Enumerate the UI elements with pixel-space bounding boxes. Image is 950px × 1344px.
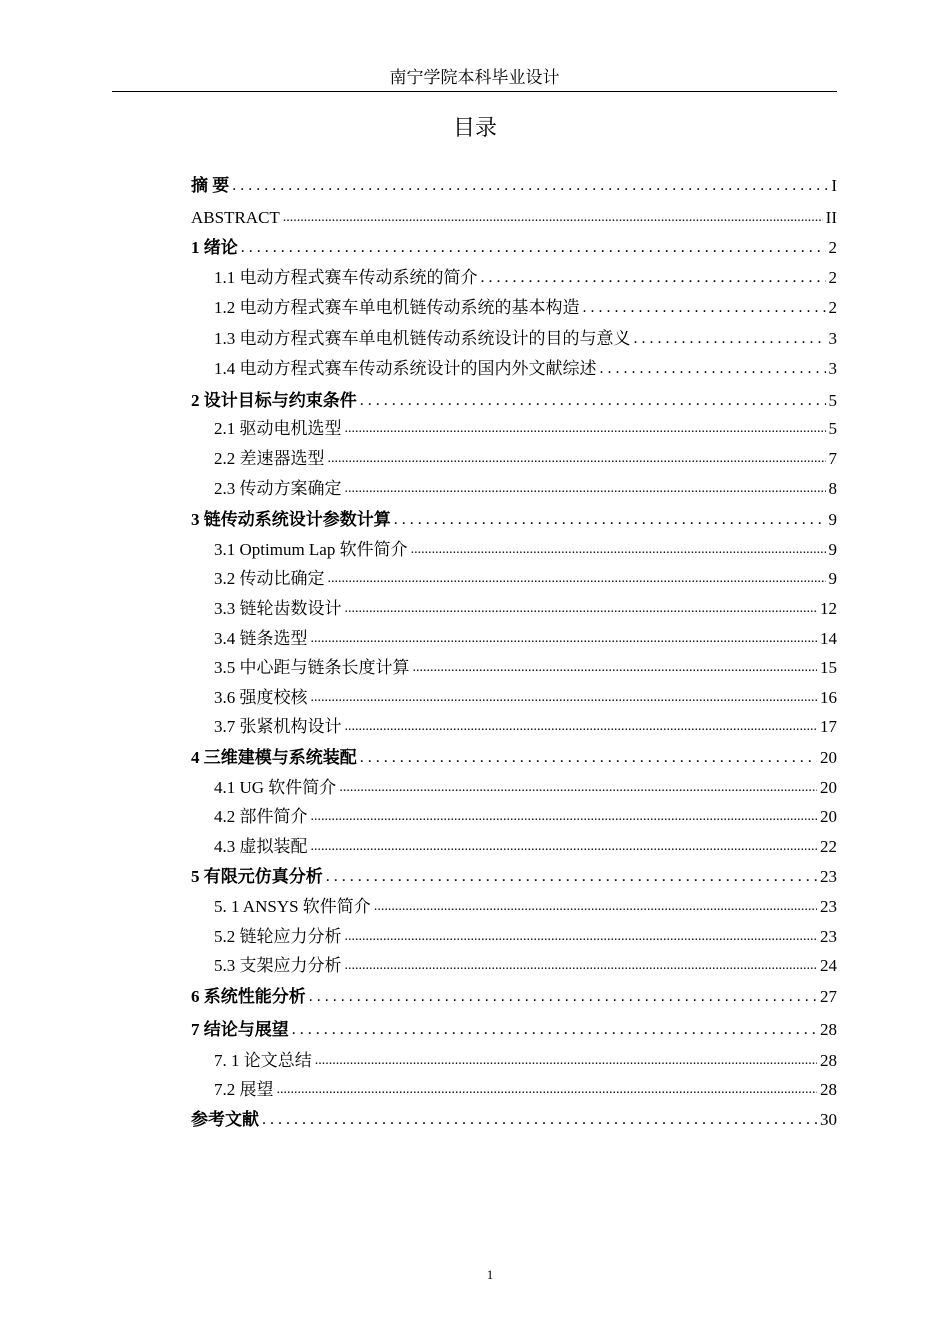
toc-entry-page: 27 bbox=[820, 987, 837, 1006]
toc-entry-label: 2.2 差速器选型 bbox=[214, 449, 325, 468]
toc-entry-references[interactable] bbox=[191, 1105, 837, 1131]
toc-entry-label: 1.2 电动方程式赛车单电机链传动系统的基本构造 bbox=[214, 298, 580, 317]
toc-entry-label: 3.2 传动比确定 bbox=[214, 569, 325, 588]
toc-entry-chapter-7[interactable] bbox=[191, 1015, 837, 1041]
dot-leader bbox=[311, 836, 818, 858]
dot-leader bbox=[583, 297, 826, 319]
toc-entry-4-2[interactable] bbox=[214, 802, 837, 828]
toc-entry-page: 24 bbox=[820, 956, 837, 975]
toc-entry-abstract-cn[interactable] bbox=[191, 171, 837, 197]
toc-entry-3-3[interactable] bbox=[214, 594, 837, 620]
toc-entry-5-2[interactable] bbox=[214, 922, 837, 948]
dot-leader bbox=[374, 896, 817, 918]
toc-entry-label: 5 有限元仿真分析 bbox=[191, 867, 323, 886]
toc-entry-page: 7 bbox=[828, 449, 837, 468]
toc-entry-page: 20 bbox=[820, 748, 837, 767]
toc-entry-label: 3.3 链轮齿数设计 bbox=[214, 599, 342, 618]
toc-entry-4-3[interactable] bbox=[214, 832, 837, 858]
dot-leader bbox=[600, 358, 826, 380]
dot-leader bbox=[241, 237, 826, 259]
toc-entry-3-1[interactable] bbox=[214, 535, 837, 561]
toc-entry-3-7[interactable] bbox=[214, 712, 837, 738]
dot-leader bbox=[413, 657, 818, 679]
page-number: 1 bbox=[486, 1267, 494, 1282]
toc-entry-label: 2.1 驱动电机选型 bbox=[214, 419, 342, 438]
toc-entry-label: 4.2 部件简介 bbox=[214, 807, 308, 826]
toc-entry-page: 9 bbox=[828, 569, 837, 588]
toc-entry-page: 22 bbox=[820, 837, 837, 856]
toc-entry-3-6[interactable] bbox=[214, 683, 837, 709]
dot-leader bbox=[345, 716, 818, 738]
toc-entry-abstract-en[interactable] bbox=[191, 203, 837, 229]
dot-leader bbox=[315, 1050, 817, 1072]
toc-entry-4-1[interactable] bbox=[214, 773, 837, 799]
dot-leader bbox=[345, 478, 826, 500]
toc-entry-label: 4.3 虚拟装配 bbox=[214, 837, 308, 856]
running-header: 南宁学院本科毕业设计 bbox=[389, 68, 560, 87]
toc-entry-1-2[interactable] bbox=[214, 293, 837, 319]
dot-leader bbox=[411, 539, 826, 561]
toc-entry-chapter-3[interactable] bbox=[191, 505, 837, 531]
toc-entry-page: 9 bbox=[828, 540, 837, 559]
toc-entry-label: 参考文献 bbox=[191, 1110, 259, 1129]
dot-leader bbox=[232, 175, 828, 197]
toc-entry-label: 3.7 张紧机构设计 bbox=[214, 717, 342, 736]
toc-entry-label: 5.2 链轮应力分析 bbox=[214, 927, 342, 946]
toc-entry-page: 28 bbox=[820, 1020, 837, 1039]
dot-leader bbox=[283, 207, 823, 229]
toc-entry-7-1[interactable] bbox=[214, 1046, 837, 1072]
dot-leader bbox=[277, 1079, 818, 1101]
toc-entry-label: 3 链传动系统设计参数计算 bbox=[191, 510, 391, 529]
toc-entry-page: 20 bbox=[820, 807, 837, 826]
dot-leader bbox=[262, 1109, 817, 1131]
toc-entry-label: 1 绪论 bbox=[191, 238, 238, 257]
dot-leader bbox=[328, 448, 826, 470]
toc-entry-label: 7.2 展望 bbox=[214, 1080, 274, 1099]
toc-entry-chapter-1[interactable] bbox=[191, 233, 837, 259]
toc-entry-page: 5 bbox=[828, 391, 837, 410]
toc-entry-chapter-6[interactable] bbox=[191, 982, 837, 1008]
toc-entry-page: 12 bbox=[820, 599, 837, 618]
toc-entry-page: 15 bbox=[820, 658, 837, 677]
toc-entry-label: 4.1 UG 软件简介 bbox=[214, 778, 337, 797]
toc-entry-label: 摘 要 bbox=[191, 176, 230, 195]
toc-entry-page: II bbox=[825, 208, 837, 227]
toc-entry-label: 5.3 支架应力分析 bbox=[214, 956, 342, 975]
toc-entry-page: 2 bbox=[828, 238, 837, 257]
toc-entry-label: 7. 1 论文总结 bbox=[214, 1051, 312, 1070]
toc-entry-label: 2.3 传动方案确定 bbox=[214, 479, 342, 498]
header-rule bbox=[112, 91, 837, 92]
toc-entry-label: 3.4 链条选型 bbox=[214, 629, 308, 648]
toc-entry-page: 3 bbox=[828, 359, 837, 378]
toc-entry-label: 1.1 电动方程式赛车传动系统的简介 bbox=[214, 268, 478, 287]
toc-entry-page: 16 bbox=[820, 688, 837, 707]
toc-entry-page: 9 bbox=[828, 510, 837, 529]
toc-entry-1-4[interactable] bbox=[214, 354, 837, 380]
dot-leader bbox=[311, 687, 818, 709]
toc-entry-label: ABSTRACT bbox=[191, 208, 280, 227]
toc-entry-page: 30 bbox=[820, 1110, 837, 1129]
dot-leader bbox=[345, 955, 818, 977]
dot-leader bbox=[345, 598, 818, 620]
dot-leader bbox=[345, 418, 826, 440]
dot-leader bbox=[481, 267, 826, 289]
toc-entry-1-3[interactable] bbox=[214, 324, 837, 350]
toc-entry-7-2[interactable] bbox=[214, 1075, 837, 1101]
toc-entry-page: 23 bbox=[820, 897, 837, 916]
toc-entry-page: 2 bbox=[828, 298, 837, 317]
dot-leader bbox=[394, 509, 826, 531]
toc-entry-3-5[interactable] bbox=[214, 653, 837, 679]
dot-leader bbox=[292, 1019, 817, 1041]
toc-entry-1-1[interactable] bbox=[214, 263, 837, 289]
toc-entry-page: 28 bbox=[820, 1080, 837, 1099]
toc-entry-page: 17 bbox=[820, 717, 837, 736]
dot-leader bbox=[345, 926, 818, 948]
toc-entry-page: 20 bbox=[820, 778, 837, 797]
toc-entry-5-1[interactable] bbox=[214, 892, 837, 918]
toc-entry-label: 3.6 强度校核 bbox=[214, 688, 308, 707]
toc-entry-label: 7 结论与展望 bbox=[191, 1020, 289, 1039]
toc-entry-3-2[interactable] bbox=[214, 564, 837, 590]
toc-entry-2-2[interactable] bbox=[214, 444, 837, 470]
toc-entry-page: 5 bbox=[828, 419, 837, 438]
toc-entry-label: 2 设计目标与约束条件 bbox=[191, 391, 357, 410]
toc-entry-page: I bbox=[831, 176, 837, 195]
dot-leader bbox=[328, 568, 826, 590]
toc-entry-2-3[interactable] bbox=[214, 474, 837, 500]
toc-entry-page: 23 bbox=[820, 927, 837, 946]
dot-leader bbox=[360, 747, 817, 769]
toc-entry-page: 8 bbox=[828, 479, 837, 498]
dot-leader bbox=[309, 986, 817, 1008]
toc-entry-page: 3 bbox=[828, 329, 837, 348]
toc-entry-label: 3.5 中心距与链条长度计算 bbox=[214, 658, 410, 677]
toc-entry-page: 28 bbox=[820, 1051, 837, 1070]
toc-entry-5-3[interactable] bbox=[214, 951, 837, 977]
toc-entry-3-4[interactable] bbox=[214, 624, 837, 650]
toc-entry-chapter-2[interactable] bbox=[191, 386, 837, 412]
toc-entry-label: 1.3 电动方程式赛车单电机链传动系统设计的目的与意义 bbox=[214, 329, 631, 348]
toc-entry-chapter-5[interactable] bbox=[191, 862, 837, 888]
dot-leader bbox=[311, 806, 818, 828]
toc-entry-label: 3.1 Optimum Lap 软件简介 bbox=[214, 540, 408, 559]
toc-entry-label: 1.4 电动方程式赛车传动系统设计的国内外文献综述 bbox=[214, 359, 597, 378]
dot-leader bbox=[634, 328, 826, 350]
toc-entry-2-1[interactable] bbox=[214, 414, 837, 440]
toc-entry-label: 5. 1 ANSYS 软件简介 bbox=[214, 897, 371, 916]
toc-entry-label: 4 三维建模与系统装配 bbox=[191, 748, 357, 767]
toc-entry-page: 14 bbox=[820, 629, 837, 648]
toc-title: 目录 bbox=[452, 116, 497, 141]
toc-entry-label: 6 系统性能分析 bbox=[191, 987, 306, 1006]
dot-leader bbox=[326, 866, 817, 888]
dot-leader bbox=[360, 390, 826, 412]
dot-leader bbox=[339, 777, 817, 799]
toc-entry-page: 2 bbox=[828, 268, 837, 287]
toc-entry-chapter-4[interactable] bbox=[191, 743, 837, 769]
toc-entry-page: 23 bbox=[820, 867, 837, 886]
dot-leader bbox=[311, 628, 818, 650]
